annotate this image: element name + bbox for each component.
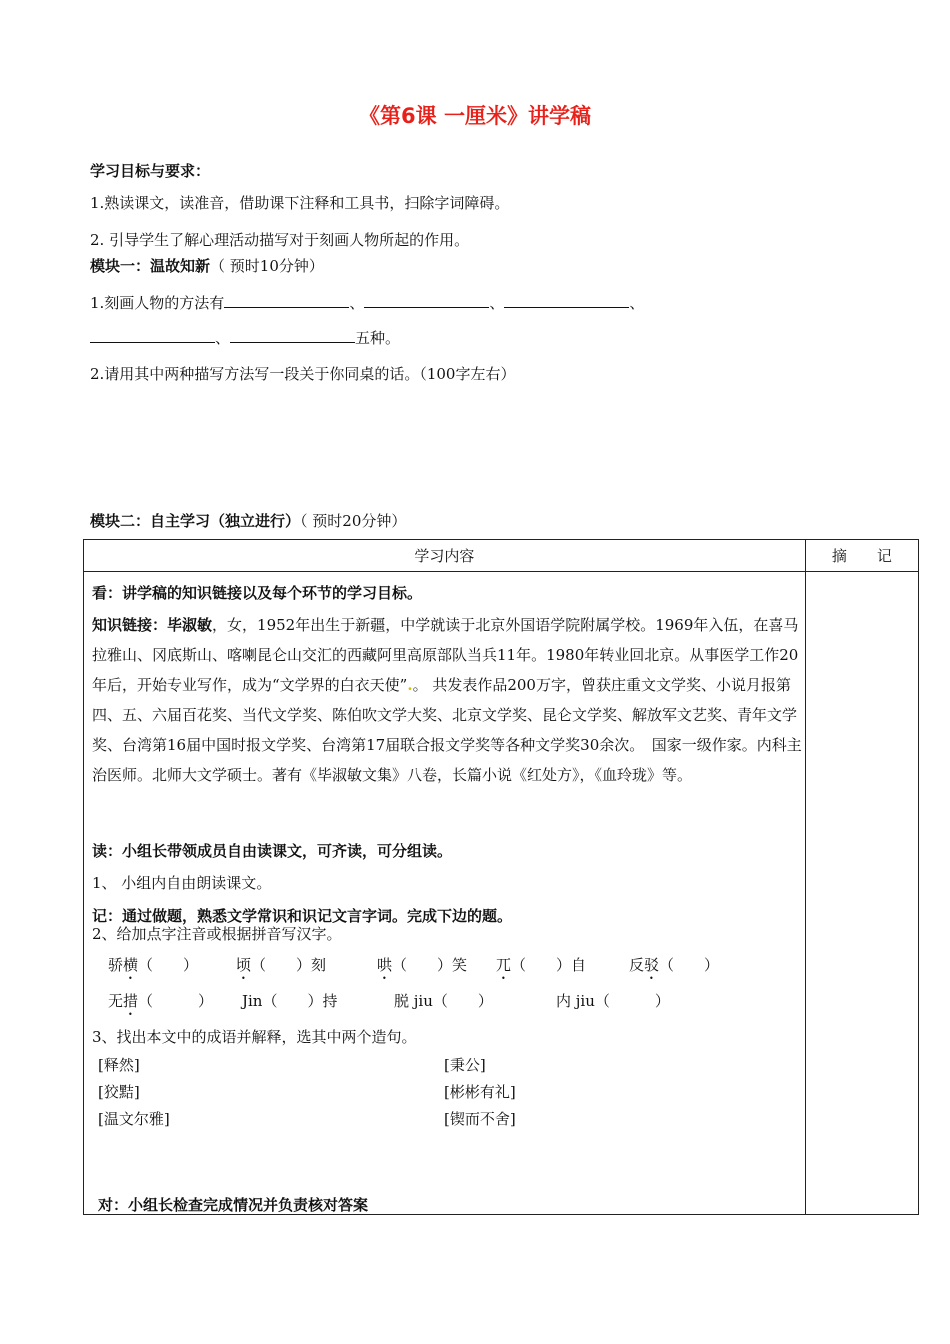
phonetic-item: 无措（ ） (108, 992, 214, 1010)
yellow-dot-mark: . (407, 676, 413, 694)
module2-time: （ 预时20分钟） (300, 512, 407, 530)
notes-cell[interactable] (805, 572, 918, 1215)
module1-heading: 模块一：温故知新 (90, 257, 211, 275)
answer-blank-1[interactable] (224, 293, 349, 308)
objectives-heading: 学习目标与要求： (90, 162, 211, 180)
separator: 、 (215, 329, 231, 347)
objective-2: 2. 引导学生了解心理活动描写对于刻画人物所起的作用。 (90, 231, 470, 249)
answer-blank-4[interactable] (90, 328, 215, 343)
module1-q2: 2.请用其中两种描写方法写一段关于你同桌的话。（100字左右） (90, 365, 516, 383)
module1-q1-line1 (90, 292, 644, 313)
look-instruction: 看：讲学稿的知识链接以及每个环节的学习目标。 (92, 584, 423, 602)
dotted-char: 横 (123, 956, 139, 974)
q1-suffix: 五种。 (355, 329, 401, 347)
link-label: 知识链接： (92, 616, 168, 634)
link-text-2: 。 共发表作品200万字，曾获庄重文文学奖、小说月报第四、五、六届百花奖、当代文学奖、陈伯吹文学大奖、北京文学奖、昆仑文学奖、解放军文艺奖、青年文学奖、台湾第16届中国时报文学奖、台湾第17届联合报文学奖等各种文学奖30余次。 国家一级作家。内科主治医师。北师大文学硕士。著有《毕淑敏文集》八卷，长篇小说《红处方》，《血玲珑》等。 (92, 676, 802, 784)
read-item-1: 1、 小组内自由朗读课文。 (92, 874, 272, 892)
answer-blank-5[interactable] (230, 328, 355, 343)
phonetic-item: 兀（ ）自 (496, 956, 587, 974)
idiom-right-2: [彬彬有礼] (444, 1083, 516, 1101)
dotted-char: 兀 (496, 956, 512, 974)
knowledge-link (92, 610, 804, 790)
answer-blank-2[interactable] (364, 293, 489, 308)
author-name: 毕淑敏 (167, 616, 213, 634)
question-2: 2、给加点字注音或根据拼音写汉字。 (92, 925, 342, 943)
module1-time: （ 预时10分钟） (210, 257, 324, 275)
page-title: 《第6课 一厘米》讲学稿 (359, 104, 591, 128)
module2-heading: 模块二：自主学习（独立进行） (90, 512, 301, 530)
answer-blank-3[interactable] (504, 293, 629, 308)
separator: 、 (349, 294, 365, 312)
separator: 、 (489, 294, 505, 312)
study-table (83, 539, 919, 1215)
phonetic-item: 内 jiu（ ） (556, 992, 670, 1010)
link-text: ，女，1952年出生于新疆，中学就读于北京外国语学院附属学校。1969年入伍，在喜马拉雅山、冈底斯山、喀喇昆仑山交汇的西藏阿里高原部队当兵11年。1980年转业回北京。从事医学工作20年后，开始专业写作，成为“文学界的白衣天使” (92, 616, 799, 694)
idiom-left-1: [释然] (98, 1056, 140, 1074)
phonetic-item: 骄横（ ） (108, 956, 199, 974)
read-instruction: 读：小组长带领成员自由读课文，可齐读，可分组读。 (92, 842, 453, 860)
module1-q1-line2 (90, 327, 400, 348)
module2-heading-line (90, 510, 406, 531)
phonetic-item: 脱 jiu（ ） (394, 992, 493, 1010)
objective-1: 1.熟读课文，读准音，借助课下注释和工具书，扫除字词障碍。 (90, 194, 510, 212)
idiom-right-3: [锲而不舍] (444, 1110, 516, 1128)
remember-instruction: 记：通过做题，熟悉文学常识和识记文言字词。完成下边的题。 (92, 907, 513, 925)
module1-heading-line (90, 255, 324, 276)
idiom-left-2: [狡黠] (98, 1083, 140, 1101)
phonetic-item: 反驳（ ） (629, 956, 720, 974)
dotted-char: 驳 (644, 956, 660, 974)
dotted-char: 哄 (377, 956, 393, 974)
phonetic-item: 顷（ ）刻 (236, 956, 327, 974)
idiom-right-1: [秉公] (444, 1056, 486, 1074)
idiom-left-3: [温文尔雅] (98, 1110, 170, 1128)
dotted-char: 顷 (236, 956, 252, 974)
check-instruction: 对：小组长检查完成情况并负责核对答案 (98, 1196, 369, 1214)
col-header-notes: 摘 记 (805, 540, 918, 572)
dotted-char: 措 (123, 992, 139, 1010)
content-cell (84, 572, 806, 1215)
phonetic-item: Jin（ ）持 (242, 992, 338, 1010)
separator: 、 (629, 294, 645, 312)
q1-prefix: 1.刻画人物的方法有 (90, 294, 225, 312)
phonetic-item: 哄（ ）笑 (377, 956, 468, 974)
question-3: 3、找出本文中的成语并解释，选其中两个造句。 (92, 1028, 417, 1046)
col-header-content: 学习内容 (84, 540, 806, 572)
